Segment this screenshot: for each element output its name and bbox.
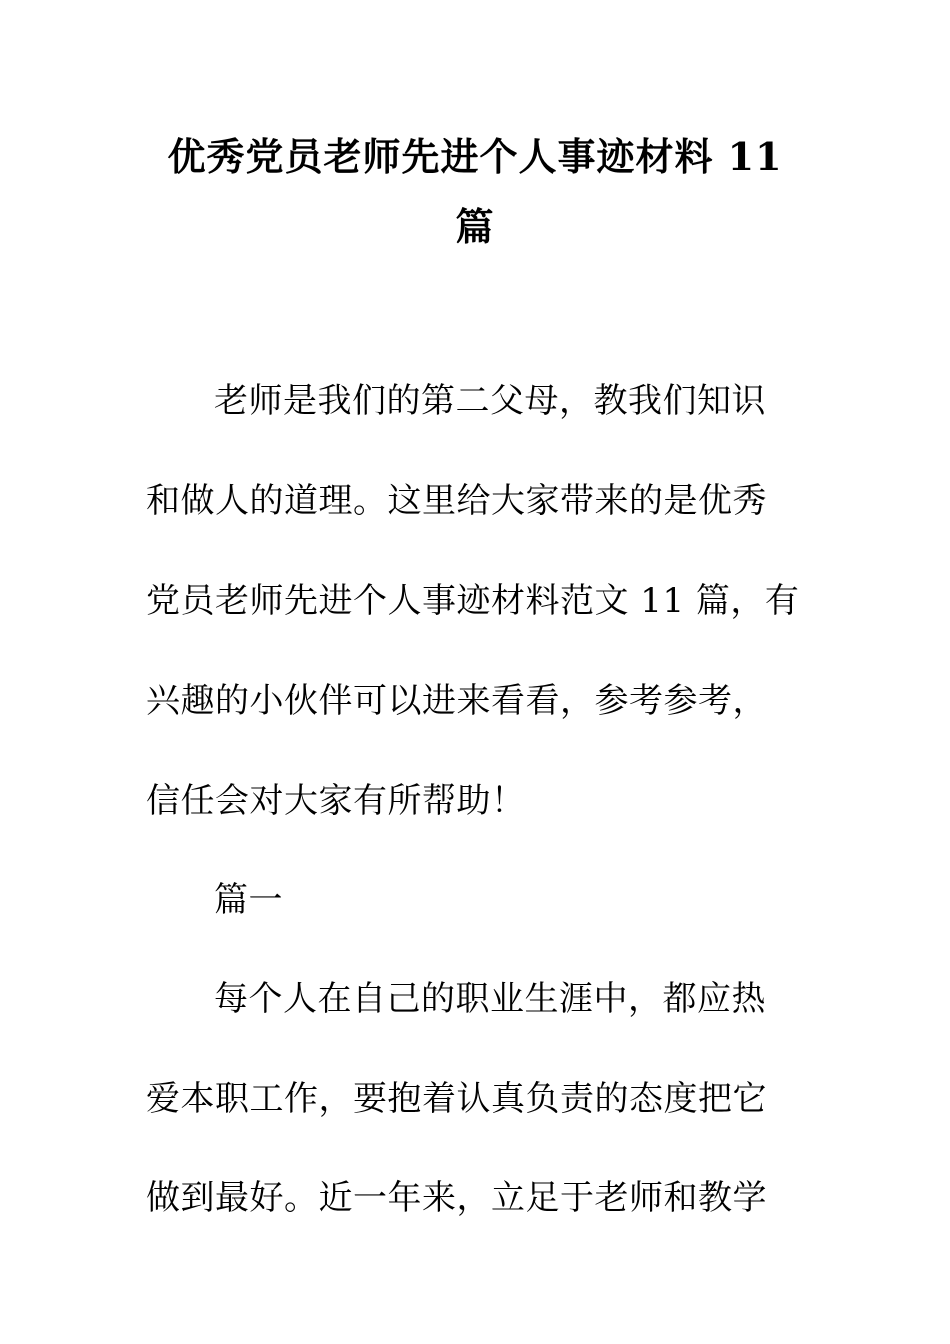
body-line-4: 兴趣的小伙伴可以进来看看，参考参考， [146, 681, 767, 721]
body-line-1: 老师是我们的第二父母，教我们知识 [214, 381, 766, 421]
body-line-2: 和做人的道理。这里给大家带来的是优秀 [146, 481, 767, 521]
document-title-line-2: 篇 [455, 204, 495, 249]
body-line-8: 做到最好。近一年来，立足于老师和教学 [146, 1178, 767, 1218]
body-line-3: 党员老师先进个人事迹材料范文 11 篇，有 [146, 581, 800, 621]
section-heading: 篇一 [214, 880, 283, 920]
body-line-5: 信任会对大家有所帮助！ [146, 781, 526, 821]
document-title-line-1: 优秀党员老师先进个人事迹材料 11 [167, 134, 783, 179]
body-line-6: 每个人在自己的职业生涯中，都应热 [214, 979, 766, 1019]
body-line-7: 爱本职工作，要抱着认真负责的态度把它 [146, 1079, 767, 1119]
